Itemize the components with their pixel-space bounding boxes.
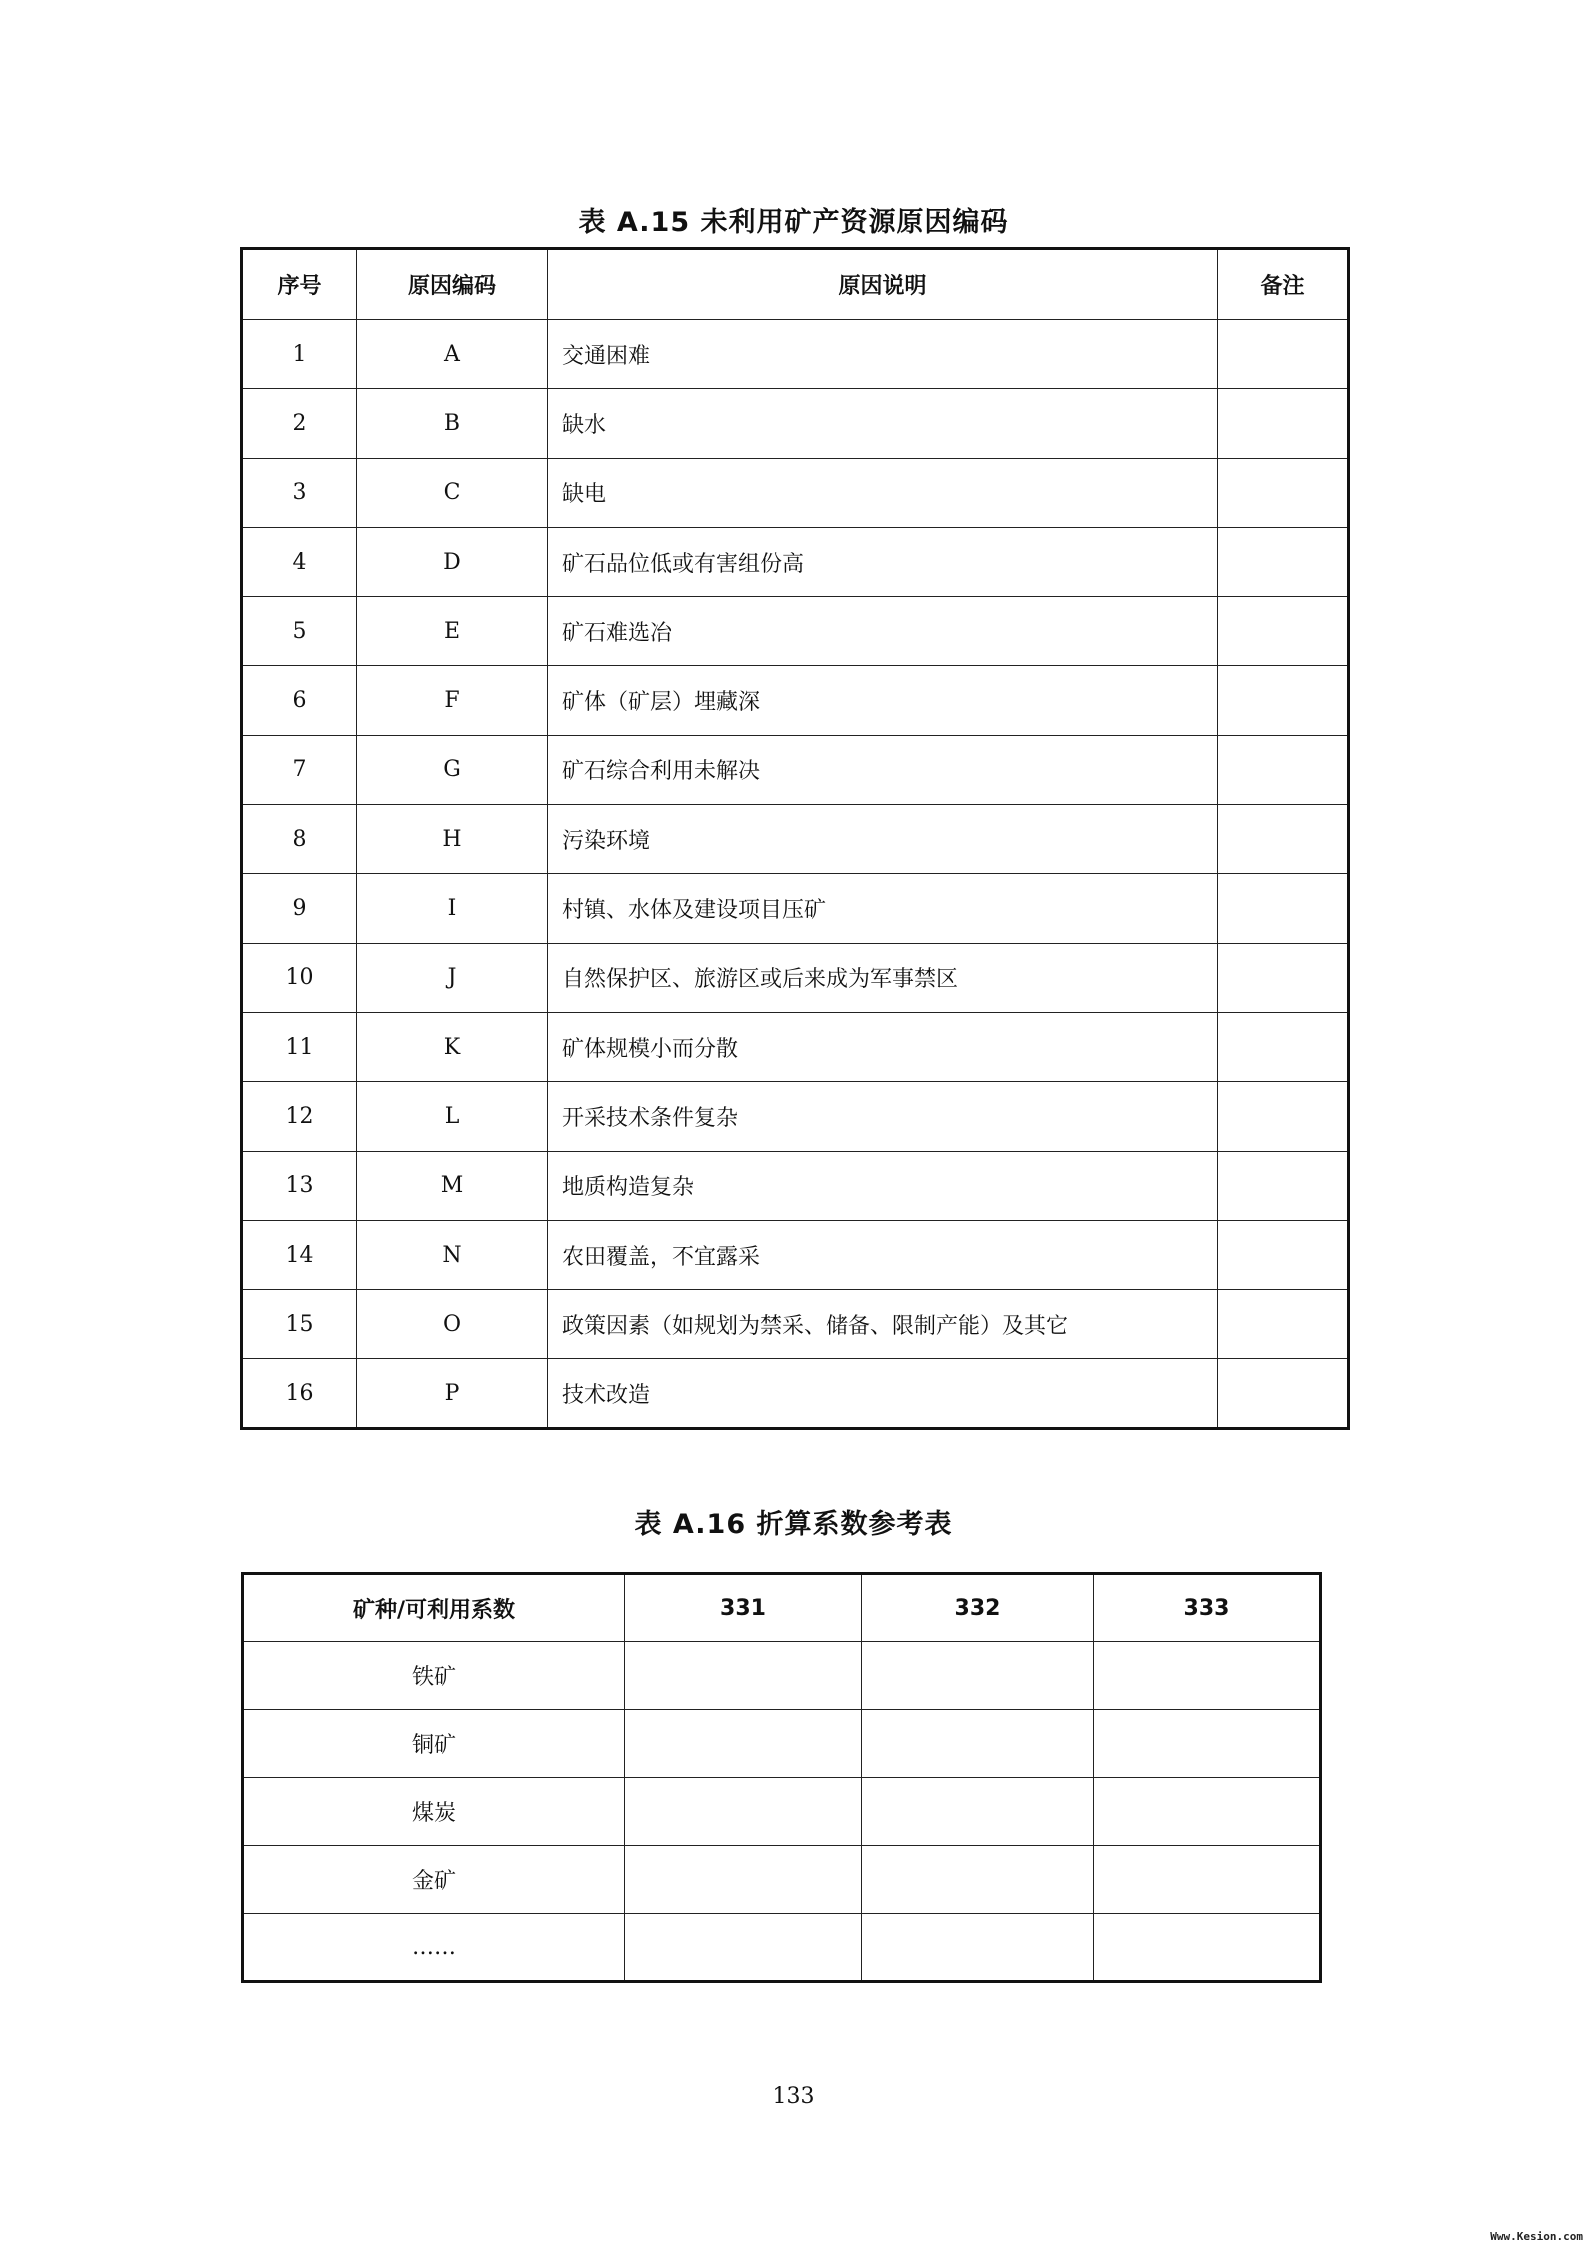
row-331 [625,1710,862,1778]
row-no: 6 [242,666,357,735]
row-code: K [357,1012,548,1081]
row-no: 4 [242,527,357,596]
row-note [1218,1151,1349,1220]
row-333 [1094,1710,1321,1778]
row-332 [862,1778,1094,1846]
row-333 [1094,1778,1321,1846]
table-row [242,943,1349,1012]
row-desc: 技术改造 [548,1359,1218,1428]
row-331 [625,1914,862,1982]
row-code: G [357,735,548,804]
row-desc: 自然保护区、旅游区或后来成为军事禁区 [548,943,1218,1012]
table-a16-caption: 表 A.16 折算系数参考表 [634,1509,953,1540]
row-mineral: 铜矿 [243,1710,625,1778]
row-note [1218,666,1349,735]
header-mineral: 矿种/可利用系数 [243,1574,625,1642]
row-desc: 污染环境 [548,805,1218,874]
row-note [1218,1012,1349,1081]
table-row [242,735,1349,804]
header-no: 序号 [242,249,357,320]
row-code: D [357,527,548,596]
row-333 [1094,1642,1321,1710]
row-note [1218,735,1349,804]
row-no: 11 [242,1012,357,1081]
table-row [243,1846,1321,1914]
row-desc: 政策因素（如规划为禁采、储备、限制产能）及其它 [548,1290,1218,1359]
table-row [242,1082,1349,1151]
table-row [242,320,1349,389]
row-no: 3 [242,458,357,527]
row-note [1218,943,1349,1012]
row-note [1218,389,1349,458]
row-desc: 地质构造复杂 [548,1151,1218,1220]
row-desc: 矿体（矿层）埋藏深 [548,666,1218,735]
row-no: 9 [242,874,357,943]
table-row [242,389,1349,458]
header-code: 原因编码 [357,249,548,320]
row-note [1218,805,1349,874]
table-row [242,458,1349,527]
row-desc: 矿体规模小而分散 [548,1012,1218,1081]
page-number: 133 [772,2084,815,2109]
row-desc: 矿石难选冶 [548,597,1218,666]
header-333: 333 [1094,1574,1321,1642]
header-332: 332 [862,1574,1094,1642]
row-desc: 矿石综合利用未解决 [548,735,1218,804]
row-code: I [357,874,548,943]
row-desc: 缺水 [548,389,1218,458]
table-row [242,1220,1349,1289]
table-row [242,1151,1349,1220]
row-332 [862,1846,1094,1914]
table-header-row [243,1574,1321,1642]
row-333 [1094,1846,1321,1914]
table-row [243,1642,1321,1710]
row-desc: 开采技术条件复杂 [548,1082,1218,1151]
row-code: M [357,1151,548,1220]
row-mineral: 煤炭 [243,1778,625,1846]
row-code: F [357,666,548,735]
row-note [1218,1359,1349,1428]
row-desc: 缺电 [548,458,1218,527]
row-no: 7 [242,735,357,804]
row-note [1218,527,1349,596]
row-note [1218,1290,1349,1359]
row-332 [862,1642,1094,1710]
row-no: 5 [242,597,357,666]
table-row [242,597,1349,666]
header-note: 备注 [1218,249,1349,320]
row-no: 16 [242,1359,357,1428]
row-333 [1094,1914,1321,1982]
row-code: N [357,1220,548,1289]
row-code: J [357,943,548,1012]
row-note [1218,597,1349,666]
table-a16 [241,1572,1322,1983]
row-no: 13 [242,1151,357,1220]
row-no: 10 [242,943,357,1012]
row-code: E [357,597,548,666]
row-code: B [357,389,548,458]
row-note [1218,874,1349,943]
table-row [242,527,1349,596]
table-a15 [240,247,1350,1430]
row-code: P [357,1359,548,1428]
row-no: 15 [242,1290,357,1359]
row-no: 14 [242,1220,357,1289]
table-a15-caption: 表 A.15 未利用矿产资源原因编码 [578,207,1009,238]
row-331 [625,1642,862,1710]
row-note [1218,458,1349,527]
row-code: L [357,1082,548,1151]
row-no: 1 [242,320,357,389]
row-331 [625,1846,862,1914]
row-note [1218,320,1349,389]
row-mineral: …… [243,1914,625,1982]
table-row [243,1914,1321,1982]
table-row [243,1710,1321,1778]
row-desc: 矿石品位低或有害组份高 [548,527,1218,596]
row-331 [625,1778,862,1846]
table-row [242,1359,1349,1428]
row-no: 12 [242,1082,357,1151]
row-desc: 农田覆盖，不宜露采 [548,1220,1218,1289]
header-desc: 原因说明 [548,249,1218,320]
table-row [242,874,1349,943]
row-code: A [357,320,548,389]
watermark: Www.Kesion.com [1490,2230,1583,2243]
table-header-row [242,249,1349,320]
row-note [1218,1220,1349,1289]
table-row [242,666,1349,735]
row-mineral: 金矿 [243,1846,625,1914]
row-code: O [357,1290,548,1359]
row-no: 8 [242,805,357,874]
row-332 [862,1710,1094,1778]
table-row [242,805,1349,874]
row-note [1218,1082,1349,1151]
row-332 [862,1914,1094,1982]
row-no: 2 [242,389,357,458]
header-331: 331 [625,1574,862,1642]
row-code: H [357,805,548,874]
table-row [242,1290,1349,1359]
row-desc: 交通困难 [548,320,1218,389]
row-code: C [357,458,548,527]
table-row [242,1012,1349,1081]
row-desc: 村镇、水体及建设项目压矿 [548,874,1218,943]
table-row [243,1778,1321,1846]
row-mineral: 铁矿 [243,1642,625,1710]
